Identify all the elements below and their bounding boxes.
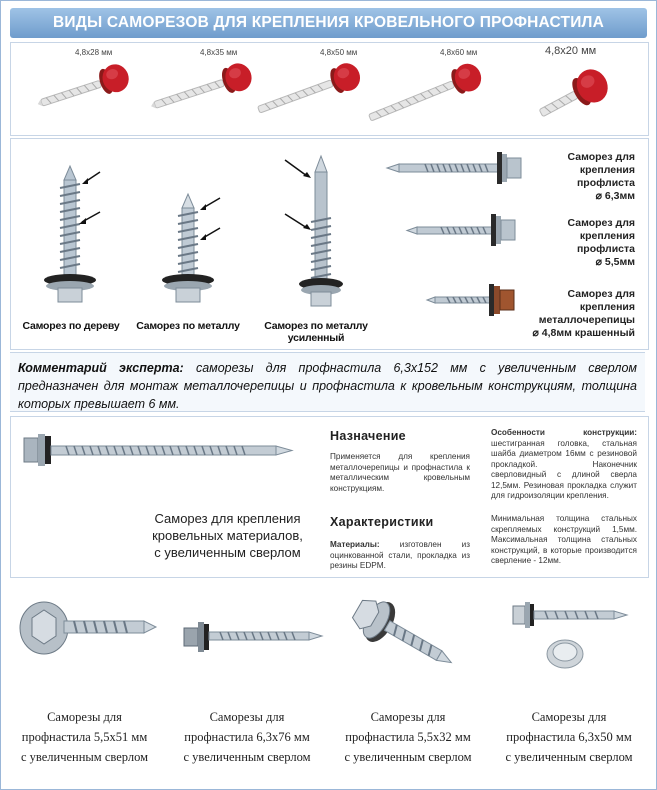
metal-screw-label: Саморез по металлу [136,320,240,332]
bottom-label-3: Саморезы для профнастила 5,5x32 мм с увеличенным сверлом [344,710,472,764]
materials-text: Материалы: изготовлен из оцинкованной стали, прокладка из резины EDPM. [330,540,470,570]
bottom-label-2: Саморезы для профнастила 6,3x76 мм с увеличенным сверлом [183,710,311,764]
size-label-3: 4,8x50 мм [320,48,358,57]
tile-screw-48-label: Саморез для крепления металлочерепицы ⌀ 4,8мм крашенный [532,288,635,339]
expert-comment-text: саморезы для профнастила 6,3x152 мм с увеличенным сверлом предназначен для монтаж металлочерепицы и профнастила к кровельным конструкциям, толщина которых превышает 6 мм. [18,361,637,411]
red-screw-1-image [35,58,145,113]
screw-55x51-image [14,596,159,666]
reinforced-metal-screw-image [275,150,365,315]
screw-63x50-image [505,596,640,676]
profile-screw-55-label: Саморез для крепления профлиста ⌀ 5,5мм [567,217,635,268]
page-title: ВИДЫ САМОРЕЗОВ ДЛЯ КРЕПЛЕНИЯ КРОВЕЛЬНОГО ПРОФНАСТИЛА [10,8,647,38]
screw-63x76-image [180,614,330,659]
profile-screw-55-image [405,210,530,255]
size-label-5: 4,8x20 мм [545,45,597,57]
bottom-label-1: Саморезы для профнастила 5,5x51 мм с увеличенным сверлом [20,710,149,764]
bottom-label-4: Саморезы для профнастила 6,3x50 мм с увеличенным сверлом [505,710,633,764]
long-drill-screw-image [16,428,306,478]
wood-screw-image [30,160,110,315]
product-caption: Саморез для крепления кровельных материалов, с увеличенным сверлом [152,511,303,560]
size-label-1: 4,8x28 мм [75,48,113,57]
reinforced-screw-label-2: усиленный [287,332,345,344]
features-text: Особенности конструкции: шестигранная головка, стальная шайба диаметром 16мм с резиновой прокладкой. Наконечник сверловидный с длиной сверла 12,5мм. Резиновая прокладка служит для гидроизоляции крепления. [491,428,637,500]
expert-comment [10,352,645,412]
size-label-2: 4,8x35 мм [200,48,238,57]
reinforced-screw-label-1: Саморез по металлу [264,320,368,332]
wood-screw-label: Саморез по дереву [22,320,120,332]
min-thickness-text: Минимальная толщина стальных скрепляемых конструкций 1,5мм. Максимальная толщина стальных конструкций, в которые производится сверление - 12мм. [491,514,637,565]
red-screw-5-image [530,62,620,127]
profile-screw-63-label: Саморез для крепления профлиста ⌀ 6,3мм [567,151,635,202]
specs-title: Характеристики [330,515,434,529]
red-screw-2-image [150,58,270,113]
size-label-4: 4,8x60 мм [440,48,478,57]
red-screw-4-image [365,56,500,128]
expert-comment-label: Комментарий эксперта: [18,361,184,375]
metal-screw-image [148,180,228,315]
purpose-title: Назначение [330,429,406,443]
red-screw-3-image [255,58,375,120]
profile-screw-63-image [385,148,535,193]
purpose-text: Применяется для крепления металлочерепицы и профнастила к металлическим кровельным конструкциям. [330,452,470,493]
screw-55x32-image [340,592,475,670]
